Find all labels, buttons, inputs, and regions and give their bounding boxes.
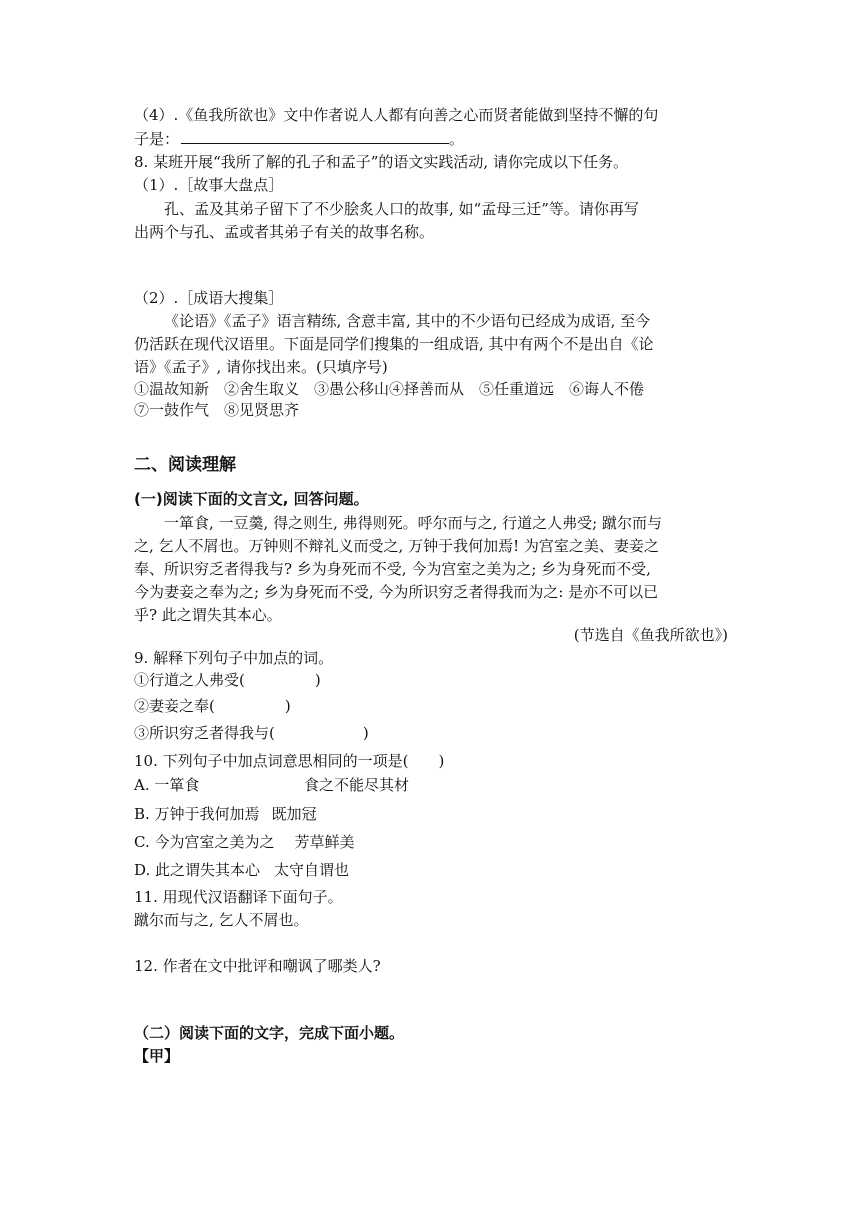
q10-a-left: A. 一箪食 bbox=[134, 776, 200, 794]
q10-option-a bbox=[134, 774, 199, 796]
q8-part2-text3: 语》《孟子》, 请你找出来。(只填序号) bbox=[134, 358, 388, 376]
q11-sentence: 蹴尔而与之, 乞人不屑也。 bbox=[134, 911, 309, 929]
q7-4-prefix: 子是： bbox=[134, 130, 180, 148]
part2-heading: （二）阅读下面的文字，完成下面小题。 bbox=[134, 1024, 405, 1042]
q9-item-3-close: ) bbox=[362, 724, 369, 742]
q10-option-b bbox=[134, 803, 317, 825]
q9-item-1-close: ) bbox=[314, 671, 321, 689]
idioms-line2: ⑦一鼓作气 ⑧见贤思齐 bbox=[134, 401, 300, 419]
q7-4-line1: （4）.《鱼我所欲也》文中作者说人人都有向善之心而贤者能做到坚持不懈的句 bbox=[134, 106, 659, 124]
passage-line-5: 乎? 此之谓失其本心。 bbox=[134, 606, 282, 624]
passage-line-4: 今为妻妾之奉为之; 乡为身死而不受, 今为所识穷乏者得我而为之: 是亦不可以已 bbox=[134, 583, 659, 601]
q9-title: 9. 解释下列句子中加点的词。 bbox=[134, 649, 334, 667]
q8-title: 8. 某班开展“我所了解的孔子和孟子”的语文实践活动, 请你完成以下任务。 bbox=[134, 153, 628, 171]
q9-item-2 bbox=[134, 695, 291, 717]
q10-b-right: 既加冠 bbox=[271, 805, 317, 823]
q8-part2-label: （2）.［成语大搜集］ bbox=[134, 289, 284, 307]
q9-item-2-text: ②妻妾之奉( bbox=[134, 697, 215, 715]
idioms-line1: ①温故知新 ②舍生取义 ③愚公移山④择善而从 ⑤任重道远 ⑥诲人不倦 bbox=[134, 380, 645, 398]
q10-d-right: 太守自谓也 bbox=[274, 861, 350, 879]
q10-c-left: C. 今为宫室之美为之 bbox=[134, 833, 275, 851]
q9-item-2-close: ) bbox=[284, 697, 291, 715]
q10-d-left: D. 此之谓失其本心 bbox=[134, 861, 261, 879]
q8-part1-text1: 孔、孟及其弟子留下了不少脍炙人口的故事, 如“孟母三迁”等。请你再写 bbox=[164, 200, 639, 218]
q8-part2-text1: 《论语》《孟子》语言精练, 含意丰富, 其中的不少语句已经成为成语, 至今 bbox=[164, 312, 651, 330]
q7-4-suffix: 。 bbox=[449, 130, 465, 148]
q10-option-c bbox=[134, 831, 355, 853]
q8-part1-text2: 出两个与孔、孟或者其弟子有关的故事名称。 bbox=[134, 223, 435, 241]
passage-line-2: 之, 乞人不屑也。万钟则不辩礼义而受之, 万钟于我何加焉! 为宫室之美、妻妾之 bbox=[134, 537, 659, 555]
part2-tag: 【甲】 bbox=[134, 1047, 180, 1065]
q12-title: 12. 作者在文中批评和嘲讽了哪类人? bbox=[134, 957, 381, 975]
q10-b-left: B. 万钟于我何加焉 bbox=[134, 805, 260, 823]
q9-item-1-text: ①行道之人弗受( bbox=[134, 671, 245, 689]
passage-line-1: 一箪食, 一豆羹, 得之则生, 弗得则死。呼尔而与之, 行道之人弗受; 蹴尔而与 bbox=[164, 514, 662, 532]
passage-source: (节选自《鱼我所欲也》) bbox=[573, 626, 728, 644]
q9-item-3-text: ③所识穷乏者得我与( bbox=[134, 724, 275, 742]
q10-c-right: 芳草鲜美 bbox=[294, 833, 355, 851]
answer-blank[interactable] bbox=[181, 129, 449, 144]
q8-part2-text2: 仍活跃在现代汉语里。下面是同学们搜集的一组成语, 其中有两个不是出自《论 bbox=[134, 335, 654, 353]
q10-option-a-right: 食之不能尽其材 bbox=[304, 776, 410, 794]
q7-4-line2 bbox=[134, 128, 464, 150]
q9-item-3 bbox=[134, 722, 369, 744]
q8-part1-label: （1）.［故事大盘点］ bbox=[134, 176, 284, 194]
q11-title: 11. 用现代汉语翻译下面句子。 bbox=[134, 888, 343, 906]
q9-item-1 bbox=[134, 669, 321, 691]
q10-option-d bbox=[134, 859, 349, 881]
passage-line-3: 奉、所识穷乏者得我与? 乡为身死而不受, 今为宫室之美为之; 乡为身死而不受, bbox=[134, 560, 651, 578]
section2-heading: 二、阅读理解 bbox=[134, 455, 236, 475]
q10-title: 10. 下列句子中加点词意思相同的一项是( ) bbox=[134, 752, 445, 770]
part1-heading: (一)阅读下面的文言文, 回答问题。 bbox=[134, 490, 369, 508]
